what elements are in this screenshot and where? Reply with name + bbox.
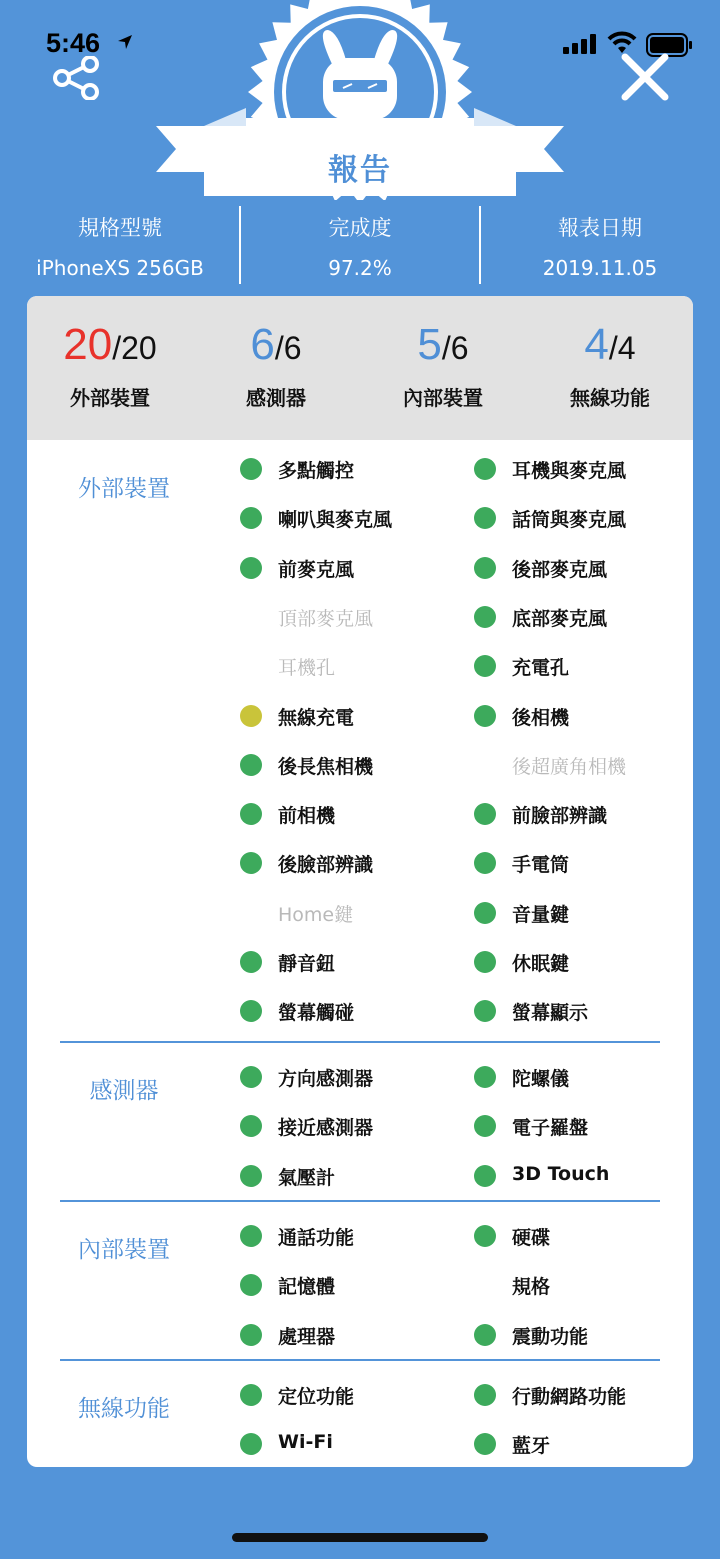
status-dot-icon [240,951,262,973]
status-dot-icon [240,1115,262,1137]
test-item-label: 充電孔 [512,657,570,680]
test-item-label: 氣壓計 [278,1166,336,1189]
test-item-label: 靜音鈕 [278,953,336,975]
status-dot-icon [240,557,262,579]
info-value: 97.2% [328,256,392,280]
test-item-label: 後部麥克風 [512,558,608,581]
report-card [27,296,693,1467]
test-item-label: 硬碟 [512,1227,551,1249]
summary-wireless [527,296,693,411]
status-dot-icon [240,1225,262,1247]
summary-label: 外部裝置 [70,386,150,410]
summary-label: 無線功能 [570,386,650,410]
test-item-label: 喇叭與麥克風 [278,509,393,532]
test-item-label: 後超廣角相機 [512,755,627,778]
test-item-label: 休眠鍵 [512,953,570,975]
share-icon[interactable] [52,56,102,100]
info-value: 2019.11.05 [542,256,658,280]
test-item-label: 手電筒 [512,854,570,877]
summary-external [27,296,193,411]
test-item-label: 記憶體 [278,1276,336,1299]
status-dot-icon [240,458,262,480]
test-item-label: 話筒與麥克風 [512,509,627,532]
status-dot-icon [240,1384,262,1406]
section-title: 無線功能 [78,1396,170,1422]
status-time: 5:46 [46,28,101,58]
summary-score [360,322,526,368]
status-dot-icon [474,902,496,924]
summary-sensors [193,296,359,411]
section-divider [60,1359,660,1361]
status-dot-icon [474,1433,496,1455]
close-icon[interactable] [618,52,672,102]
score-total: /6 [441,330,469,366]
status-dot-icon [240,705,262,727]
info-completion [240,200,480,280]
summary-score [527,322,693,368]
status-dot-icon [474,1066,496,1088]
status-dot-icon [240,1165,262,1187]
test-item-label: 通話功能 [278,1227,355,1249]
score-value: 5 [417,320,442,369]
status-dot-icon [240,1066,262,1088]
section-title: 內部裝置 [78,1237,170,1263]
score-total: /4 [608,330,636,366]
summary-internal [360,296,526,411]
test-item-label: Wi-Fi [278,1431,333,1454]
status-dot-icon [474,1225,496,1247]
test-item-label: 後臉部辨識 [278,854,374,877]
summary-score [27,322,193,368]
test-item-label: 陀螺儀 [512,1068,570,1090]
status-dot-icon [474,1324,496,1346]
info-label: 規格型號 [78,216,162,240]
test-item-label: 行動網路功能 [512,1386,627,1408]
score-value: 20 [63,320,113,369]
status-dot-icon [240,852,262,874]
summary-label: 內部裝置 [403,386,483,410]
test-item-label: 震動功能 [512,1325,589,1348]
section-divider [60,1200,660,1202]
status-dot-icon [474,458,496,480]
summary-label: 感測器 [246,386,306,410]
test-item-label: 螢幕觸碰 [278,1002,355,1025]
test-item-label: 無線充電 [278,706,355,729]
status-dot-icon [474,951,496,973]
section-divider [60,1041,660,1043]
info-model [0,200,240,280]
score-value: 4 [584,320,609,369]
info-label: 報表日期 [558,216,642,240]
test-item-label: 音量鍵 [512,903,570,926]
report-title: 報告 [328,153,392,188]
test-item-label: 前麥克風 [278,558,355,581]
device-info-row [0,200,720,290]
status-dot-icon [474,1165,496,1187]
status-dot-icon [474,606,496,628]
test-item-label: 3D Touch [512,1162,610,1185]
test-item-label: 耳機與麥克風 [512,460,627,482]
test-item-label: 定位功能 [278,1386,355,1408]
status-dot-icon [240,754,262,776]
status-dot-icon [474,1115,496,1137]
test-item-label: 電子羅盤 [512,1117,589,1140]
status-dot-icon [474,803,496,825]
info-label: 完成度 [328,216,392,240]
test-item-label: 底部麥克風 [512,607,608,630]
test-item-label: 後長焦相機 [278,755,374,778]
test-item-label: 多點觸控 [278,460,355,482]
status-dot-icon [474,1000,496,1022]
score-value: 6 [250,320,275,369]
section-title: 外部裝置 [78,476,170,502]
status-dot-icon [240,803,262,825]
test-item-label: 頂部麥克風 [278,607,374,630]
status-dot-icon [474,557,496,579]
test-item-label: 規格 [512,1276,551,1299]
test-item-label: 處理器 [278,1325,336,1348]
section-title: 感測器 [89,1078,159,1104]
info-value: iPhoneXS 256GB [36,256,204,280]
test-item-label: 接近感測器 [278,1117,374,1140]
info-date [480,200,720,280]
status-dot-icon [474,1384,496,1406]
test-item-label: 藍牙 [512,1435,551,1458]
status-dot-icon [474,852,496,874]
test-item-label: 前相機 [278,805,336,828]
cellular-signal-icon [563,34,599,54]
status-dot-icon [474,705,496,727]
score-total: /6 [274,330,302,366]
location-arrow-icon [116,33,134,51]
status-dot-icon [240,1433,262,1455]
status-dot-icon [474,507,496,529]
status-dot-icon [240,1324,262,1346]
test-item-label: 方向感測器 [278,1068,374,1090]
status-dot-icon [474,655,496,677]
status-dot-icon [240,1000,262,1022]
status-dot-icon [240,507,262,529]
home-indicator[interactable] [232,1533,488,1542]
test-item-label: 後相機 [512,706,570,729]
test-item-label: Home鍵 [278,903,354,926]
summary-score [193,322,359,368]
test-item-label: 耳機孔 [278,657,336,680]
test-item-label: 螢幕顯示 [512,1002,589,1025]
summary-panel [27,296,693,440]
score-total: /20 [112,330,157,366]
status-dot-icon [240,1274,262,1296]
test-item-label: 前臉部辨識 [512,805,608,828]
